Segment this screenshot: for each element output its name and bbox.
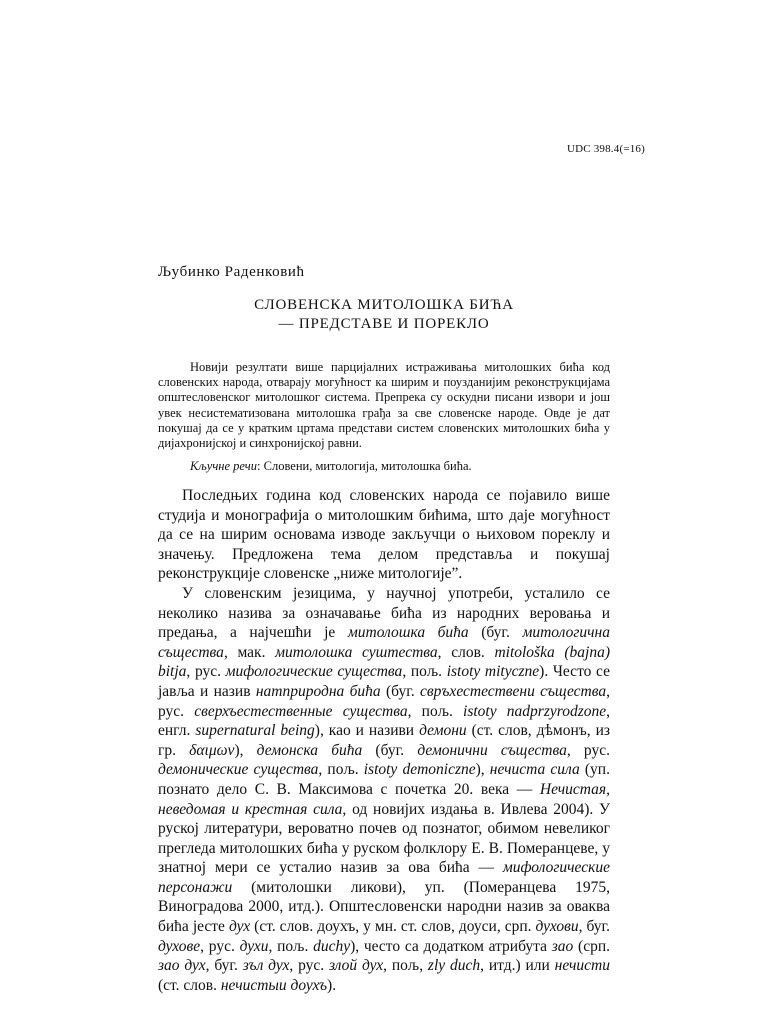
p2-seg: ), као и називи xyxy=(314,722,420,740)
paragraph-2 xyxy=(158,584,610,995)
p2-seg: , буг. xyxy=(205,957,243,975)
p2-seg: , мак. xyxy=(223,643,276,661)
p2-term: нечистыи доухъ xyxy=(220,976,328,994)
p2-term: митолошка суштества xyxy=(275,643,438,661)
p2-seg: ), често са додатком атрибута xyxy=(350,937,552,955)
p2-seg: , срп. xyxy=(496,918,536,936)
p2-term: сверхъестественные существа xyxy=(194,702,408,720)
p2-seg: ), xyxy=(234,741,257,759)
p2-seg: (срп. xyxy=(573,937,610,955)
p2-term: istoty demoniczne xyxy=(363,761,476,779)
p2-term: дух xyxy=(228,918,251,936)
p2-term: зао xyxy=(551,937,574,955)
p2-term: istoty nadprzyrodzone xyxy=(463,702,607,720)
p2-seg: , пољ. xyxy=(318,761,364,779)
p2-term: istoty mityczne xyxy=(446,663,540,681)
p2-term: зао дух xyxy=(158,957,206,975)
p2-seg: У словенским језицима, у научној употреби, усталило се неколико назива за означавање бића из народних веровања и предања, а најчешћи је xyxy=(158,584,610,642)
p2-term: мифологические персонажи xyxy=(158,859,610,896)
p2-seg: , у мн. ст. слов, xyxy=(355,918,459,936)
p2-term: мифологические существа xyxy=(225,663,403,681)
abstract-text: Новији резултати више парцијалних истраживања митолошких бића код словенских народа, отварају могућност ка ширим и поузданијим реконструкцијама општесловенског митолошког система. Препрека су оскудни писани извори и још увек несистематизована митолошка грађа за све словенске народе. Овде је дат покушај да се у кратким цртама представи систем словенских митолошких бића у дијахронијској и синхронијској равни. xyxy=(158,360,610,451)
p2-seg: , енгл. xyxy=(158,702,610,740)
p2-old-slavic: доуси xyxy=(458,918,497,936)
p2-term: демонска бића xyxy=(256,741,363,759)
p2-old-slavic: доухъ xyxy=(317,918,356,936)
p2-seg: , пољ. xyxy=(268,937,314,955)
title-line-1: СЛОВЕНСКА МИТОЛОШКА БИЋА xyxy=(254,297,514,313)
p2-seg: , рус. xyxy=(566,741,610,759)
p2-term: духови xyxy=(535,918,579,936)
p2-seg: (ст. слов. xyxy=(250,918,318,936)
p2-term: демонические существа xyxy=(158,761,319,779)
p2-book-title: Нечистая, неведомая и крестная сила xyxy=(158,780,610,818)
p2-term: натприродна бића xyxy=(255,682,381,700)
body-text xyxy=(158,486,610,995)
p2-term: mitološka (bajna) bitja xyxy=(158,643,611,681)
p2-term: митолошка бића xyxy=(347,624,469,642)
p2-term: злой дух xyxy=(329,957,384,975)
p2-seg: (ст. слов. xyxy=(158,976,221,994)
p2-seg: , од новијих издања в. Ивлева 2004). У руској литератури, вероватно почев од познатог, обимом невеликог прегледа митолошких бића у руском фолклору Е. В. Померанцеве, у знатној мери се усталио назив за ова бића — xyxy=(158,800,611,877)
author-name: Љубинко Раденковић xyxy=(158,264,305,280)
p2-term: нечисти xyxy=(554,957,610,975)
p2-term: духи xyxy=(239,937,269,955)
p2-seg: , буг. xyxy=(578,918,610,936)
p2-term: митологична същества xyxy=(158,624,610,661)
udc-code: UDC 398.4(=16) xyxy=(566,143,645,155)
p2-seg: , рус. xyxy=(186,663,226,681)
p2-seg: , из гр. xyxy=(158,722,611,759)
p2-seg: ), xyxy=(475,761,490,779)
p2-seg: , рус. xyxy=(158,682,610,720)
p2-seg: , слов. xyxy=(437,643,495,661)
p2-seg: , рус. xyxy=(289,957,329,975)
p2-seg: (буг. xyxy=(468,624,523,642)
article-title xyxy=(0,296,768,334)
paragraph-1: Последњих година код словенских народа се појавило више студија и монографија о митолошким бићима, што даје могућност да се на ширим основама изводе закључци о њиховом пореклу и значењу. Предложена тема делом представља и покушај реконструкције словенске „ниже митологије”. xyxy=(158,487,610,583)
p2-old-slavic: дѣмонъ xyxy=(536,722,587,740)
p2-term: duchy xyxy=(313,937,351,955)
keywords xyxy=(158,459,610,474)
p2-term: zly duch xyxy=(427,957,481,975)
p2-seg: (буг. xyxy=(380,682,421,700)
title-line-2: — ПРЕДСТАВЕ И ПОРЕКЛО xyxy=(278,316,490,332)
p2-greek: δαιμων xyxy=(189,741,235,759)
p2-seg: , рус. xyxy=(200,937,240,955)
p2-term: supernatural being xyxy=(195,722,315,740)
p2-seg: , итд.) или xyxy=(480,957,555,975)
p2-seg: ). Често се јавља и назив xyxy=(158,663,610,700)
p2-term: духове xyxy=(158,937,201,955)
p2-term: нечиста сила xyxy=(489,761,580,779)
p2-seg: , пољ. xyxy=(402,663,447,681)
p2-term: зъл дух xyxy=(242,957,290,975)
p2-term: демонични същества xyxy=(417,741,567,759)
p2-seg: , пољ. xyxy=(407,702,464,720)
p2-seg: (буг. xyxy=(362,741,418,759)
abstract xyxy=(158,360,610,474)
p2-seg: (уп. познато дело С. В. Максимова с почетка 20. века — xyxy=(158,761,610,798)
p2-term: демони xyxy=(419,722,467,740)
p2-seg: , пољ, xyxy=(383,957,428,975)
p2-seg: (митолошки ликови), уп. (Померанцева 1975, Виноградова 2000, итд.). Општесловенски народни назив за оваква бића јесте xyxy=(158,878,610,936)
p2-term: свръхестествени същества xyxy=(420,682,607,700)
p2-seg: ). xyxy=(327,976,337,994)
p2-seg: (ст. слов, xyxy=(466,722,537,740)
keywords-text: : Словени, митологија, митолошка бића. xyxy=(257,459,472,474)
keywords-label: Кључне речи xyxy=(190,459,258,474)
